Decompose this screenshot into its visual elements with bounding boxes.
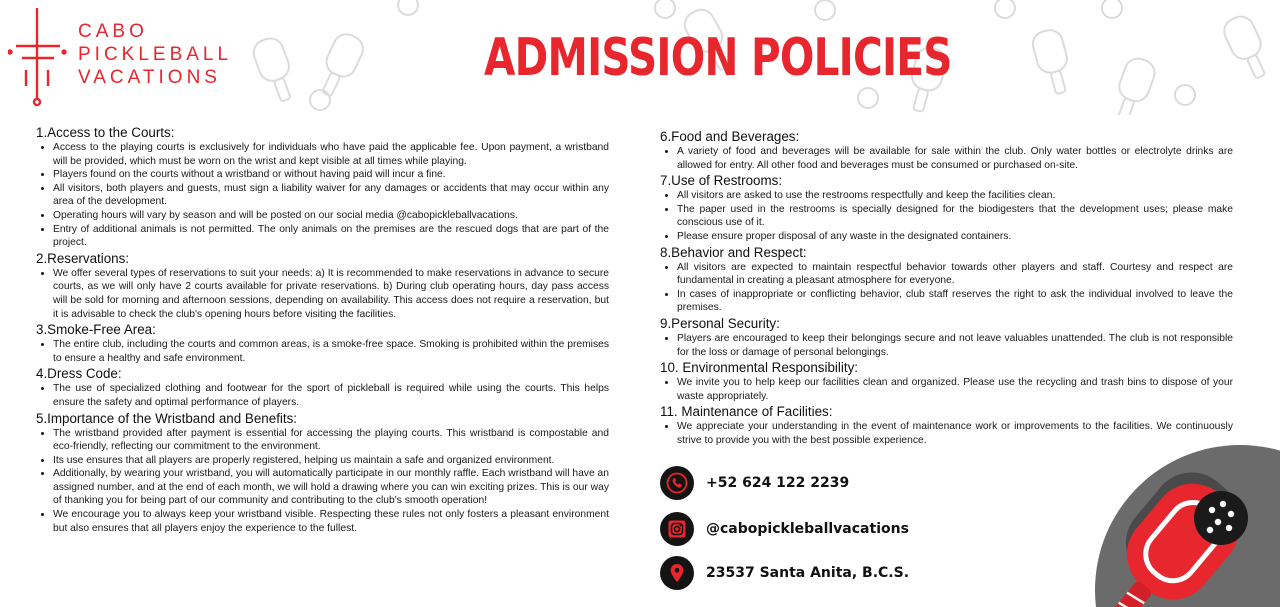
policy-section xyxy=(660,172,1233,243)
section-heading: 4.Dress Code: xyxy=(36,366,122,382)
policies-left-column xyxy=(36,124,609,535)
policy-list xyxy=(36,338,609,365)
section-heading: 10. Environmental Responsibility: xyxy=(660,360,858,376)
policy-section xyxy=(36,365,609,409)
policy-list xyxy=(660,145,1233,172)
section-heading: 9.Personal Security: xyxy=(660,315,780,331)
policies-right-column xyxy=(660,128,1233,448)
policy-item: • In cases of inappropriate or conflicting behavior, club staff reserves the right to ask the individual involved to leave the premises. xyxy=(677,288,1233,315)
policy-list xyxy=(36,267,609,321)
policy-item: • We appreciate your understanding in the event of maintenance work or improvements to the facilities. We continuously strive to provide you with the best possible experience. xyxy=(677,420,1233,447)
brand-line: CABO xyxy=(78,21,148,42)
policy-section xyxy=(660,128,1233,172)
policy-item: • Entry of additional animals is not permitted. The only animals on the premises are the rescued dogs that are part of the project. xyxy=(53,223,609,250)
policy-list xyxy=(660,332,1233,359)
policy-list xyxy=(36,382,609,409)
pickleball-paddle-icon xyxy=(1090,440,1280,607)
policy-item: • Access to the playing courts is exclusively for individuals who have paid the applicable fee. Upon payment, a wristband will be provided, which must be worn on the wrist and kept visible at all times while playing. xyxy=(53,141,609,168)
policy-item: • We encourage you to always keep your wristband visible. Respecting these rules not only fosters a pleasant environment but also ensures that all players enjoy the experience to the fullest. xyxy=(53,508,609,535)
section-heading: 3.Smoke-Free Area: xyxy=(36,322,156,338)
policy-item: • The entire club, including the courts and common areas, is a smoke-free space. Smoking is prohibited within the premises to ensure a healthy and safe environment. xyxy=(53,338,609,365)
section-heading: 11. Maintenance of Facilities: xyxy=(660,404,833,420)
brand-line: VACATIONS xyxy=(78,67,221,88)
instagram-icon xyxy=(660,512,694,546)
policy-section xyxy=(36,321,609,365)
location-pin-icon xyxy=(660,556,694,590)
policy-section xyxy=(36,124,609,250)
brand-line: PICKLEBALL xyxy=(78,44,233,65)
policy-section xyxy=(36,410,609,536)
policy-section xyxy=(660,315,1233,359)
policy-section xyxy=(36,250,609,321)
policy-item: • We invite you to help keep our facilities clean and organized. Please use the recycling and trash bins to dispose of your waste appropriately. xyxy=(677,376,1233,403)
section-heading: 2.Reservations: xyxy=(36,250,130,266)
policy-item: • Additionally, by wearing your wristband, you will automatically participate in our monthly raffle. Each wristband will have an assigned number, and at the end of each month, we will hold a drawing where you can win exciting prizes. This is our way of thanking you for being part of our community and contributing to the club's smooth operation! xyxy=(53,467,609,508)
contact-text: @cabopickleballvacations xyxy=(706,521,909,537)
policy-item: • We offer several types of reservations to suit your needs: a) It is recommended to make reservations in advance to secure courts, as we will only have 2 courts available for private reservations. b) During club operating hours, day pass access will be sold for morning and afternoon sessions, depending on availability. This access does not require a reservation, but it is advisable to check the club's opening hours before visiting the facilities. xyxy=(53,267,609,321)
phone-icon xyxy=(660,466,694,500)
policy-list xyxy=(660,261,1233,315)
policy-item: • Operating hours will vary by season and will be posted on our social media @cabopickleballvacations. xyxy=(53,209,609,223)
policy-list xyxy=(36,427,609,536)
contact-phone[interactable] xyxy=(660,466,849,500)
section-heading: 1.Access to the Courts: xyxy=(36,125,175,140)
contact-address[interactable] xyxy=(660,556,909,590)
policy-item: • The use of specialized clothing and footwear for the sport of pickleball is required while using the courts. This helps ensure the safety and optimal performance of players. xyxy=(53,382,609,409)
policy-item: • All visitors, both players and guests, must sign a liability waiver for any damages or accidents that may occur within any area of the development. xyxy=(53,182,609,209)
brand-name xyxy=(78,20,232,89)
policy-list xyxy=(660,376,1233,403)
policy-item: • Please ensure proper disposal of any waste in the designated containers. xyxy=(677,230,1233,244)
policy-section xyxy=(660,244,1233,315)
contact-instagram[interactable] xyxy=(660,512,909,546)
section-heading: 6.Food and Beverages: xyxy=(660,129,800,144)
contact-text: 23537 Santa Anita, B.C.S. xyxy=(706,565,910,581)
contact-text: +52 624 122 2239 xyxy=(706,475,850,491)
policy-item: • All visitors are expected to maintain respectful behavior towards other players and staff. Courtesy and respect are fundamental in creating a pleasant atmosphere for everyone. xyxy=(677,261,1233,288)
policy-item: • Players are encouraged to keep their belongings secure and not leave valuables unattended. The club is not responsible for the loss or damage of personal belongings. xyxy=(677,332,1233,359)
policy-item: • A variety of food and beverages will be available for sale within the club. Only water bottles or electrolyte drinks are allowed for entry. All other food and beverages must be consumed or purchased on-site. xyxy=(677,145,1233,172)
policy-section xyxy=(660,359,1233,403)
page-title: ADMISSION POLICIES xyxy=(484,28,952,88)
policy-list xyxy=(660,189,1233,243)
policy-item: • The wristband provided after payment is essential for accessing the playing courts. This wristband is compostable and eco-friendly, reflecting our commitment to the environment. xyxy=(53,427,609,454)
policy-item: • Its use ensures that all players are properly registered, helping us maintain a safe and organized environment. xyxy=(53,454,609,468)
policy-list xyxy=(36,141,609,250)
policy-item: • All visitors are asked to use the restrooms respectfully and keep the facilities clean. xyxy=(677,189,1233,203)
section-heading: 5.Importance of the Wristband and Benefits: xyxy=(36,410,298,426)
policy-item: • Players found on the courts without a wristband or without having paid will incur a fine. xyxy=(53,168,609,182)
section-heading: 8.Behavior and Respect: xyxy=(660,244,807,260)
section-heading: 7.Use of Restrooms: xyxy=(660,173,783,189)
policy-item: • The paper used in the restrooms is specially designed for the biodigesters that the development uses; please make conscious use of it. xyxy=(677,203,1233,230)
